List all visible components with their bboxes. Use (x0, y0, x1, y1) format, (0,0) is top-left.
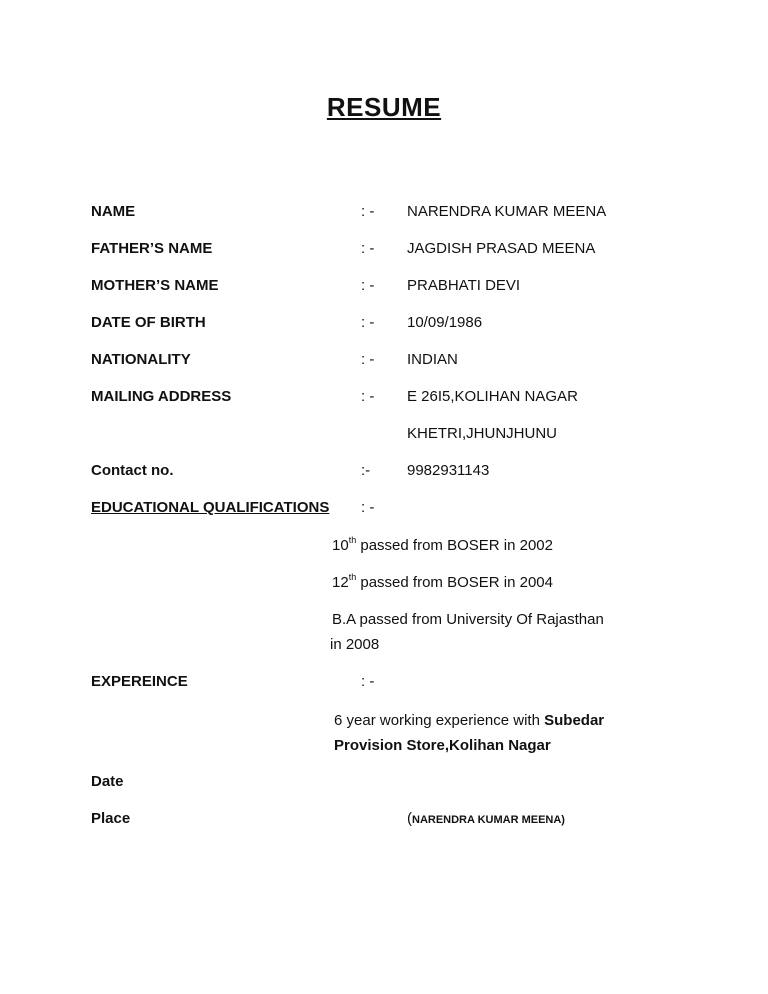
nationality-label: NATIONALITY (91, 351, 191, 368)
education-item-12th-num: 12 (332, 574, 349, 591)
experience-label: EXPEREINCE (91, 673, 188, 690)
contact-value: 9982931143 (407, 462, 490, 479)
dob-value: 10/09/1986 (407, 314, 483, 331)
education-item-10th-sup: th (348, 535, 357, 545)
dob-label: DATE OF BIRTH (91, 314, 206, 331)
experience-separator: : - (361, 673, 375, 690)
experience-text (334, 708, 644, 758)
education-item-12th (332, 574, 553, 591)
education-item-12th-sup: th (348, 572, 357, 582)
education-item-10th-num: 10 (332, 537, 349, 554)
place-label: Place (91, 810, 131, 827)
address-label: MAILING ADDRESS (91, 388, 232, 405)
education-separator: : - (361, 499, 375, 516)
mother-name-value: PRABHATI DEVI (407, 277, 521, 294)
father-name-value: JAGDISH PRASAD MEENA (407, 240, 596, 257)
father-name-label: FATHER’S NAME (91, 240, 213, 257)
dob-separator: : - (361, 314, 375, 331)
date-label: Date (91, 773, 124, 790)
name-value: NARENDRA KUMAR MEENA (407, 203, 607, 220)
signature (407, 810, 565, 827)
mother-name-separator: : - (361, 277, 375, 294)
experience-prefix: 6 year working experience with (334, 712, 545, 729)
education-item-ba-line-2: in 2008 (330, 636, 380, 653)
nationality-value: INDIAN (407, 351, 458, 368)
address-line-2: KHETRI,JHUNJHUNU (407, 425, 557, 442)
father-name-separator: : - (361, 240, 375, 257)
signature-open-paren: ( (407, 810, 412, 827)
signature-name: NARENDRA KUMAR MEENA) (412, 814, 565, 826)
nationality-separator: : - (361, 351, 375, 368)
contact-label: Contact no. (91, 462, 174, 479)
resume-title: RESUME (326, 92, 442, 122)
contact-separator: :- (361, 462, 371, 479)
name-label: NAME (91, 203, 136, 220)
address-separator: : - (361, 388, 375, 405)
education-item-10th-text: passed from BOSER in 2002 (356, 537, 553, 554)
education-item-12th-text: passed from BOSER in 2004 (356, 574, 553, 591)
experience-employer: Subedar Provision Store,Kolihan Nagar (334, 712, 605, 754)
name-separator: : - (361, 203, 375, 220)
education-item-ba-line-1: B.A passed from University Of Rajasthan (332, 611, 604, 628)
mother-name-label: MOTHER’S NAME (91, 277, 219, 294)
address-line-1: E 26I5,KOLIHAN NAGAR (407, 388, 578, 405)
education-item-10th (332, 537, 553, 554)
education-label: EDUCATIONAL QUALIFICATIONS (91, 499, 330, 516)
